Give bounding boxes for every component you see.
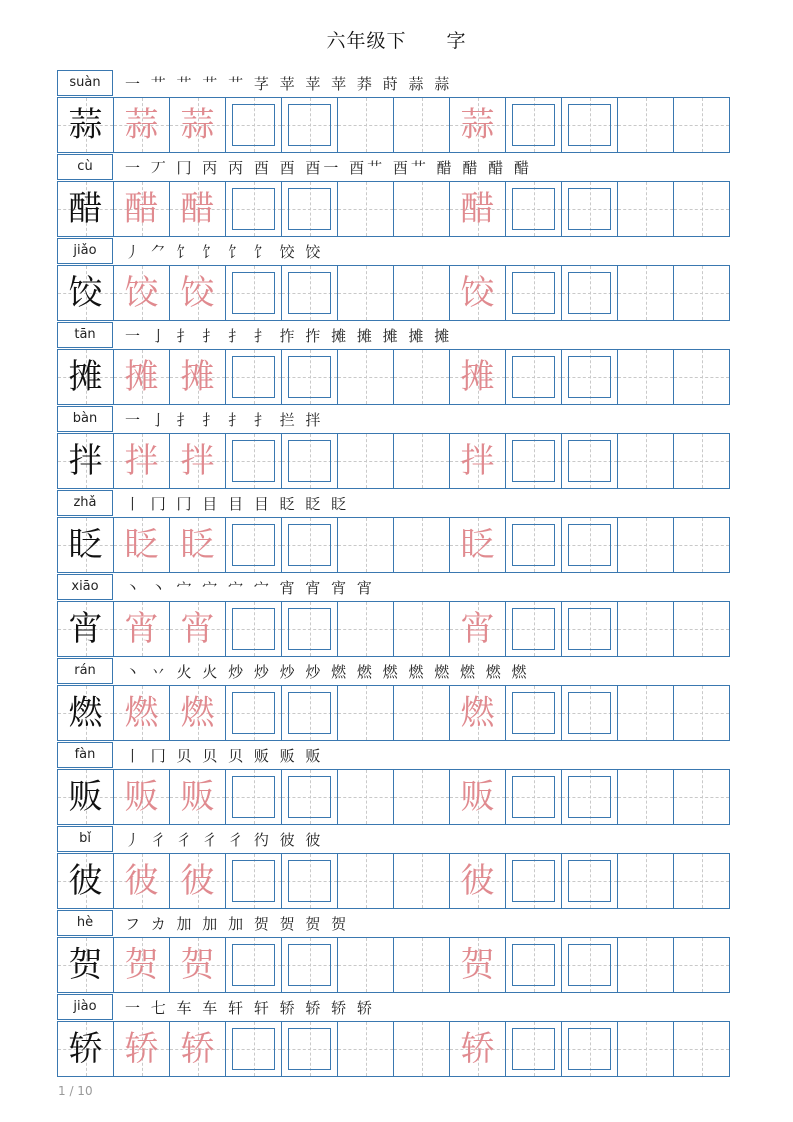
practice-row (57, 406, 730, 490)
stroke-order: 丨 冂 贝 贝 贝 贩 贩 贩 (125, 747, 324, 765)
trace-cell (449, 98, 505, 152)
trace-character: 拌 (124, 441, 159, 481)
writing-cells (57, 433, 730, 489)
trace-character: 贺 (124, 945, 159, 985)
trace-character: 饺 (460, 273, 495, 313)
writing-cell[interactable] (505, 854, 561, 908)
model-character: 贺 (68, 945, 103, 985)
model-character: 摊 (68, 357, 103, 397)
trace-character: 燃 (124, 693, 159, 733)
trace-cell (169, 770, 225, 824)
writing-cell[interactable] (281, 518, 337, 572)
writing-cell[interactable] (393, 266, 449, 320)
trace-cell (113, 602, 169, 656)
trace-character: 饺 (124, 273, 159, 313)
pinyin-label: cù (57, 154, 113, 180)
practice-row (57, 574, 730, 658)
writing-cell[interactable] (617, 938, 673, 992)
writing-cell[interactable] (617, 98, 673, 152)
writing-cells (57, 769, 730, 825)
writing-cell[interactable] (617, 518, 673, 572)
trace-cell (449, 266, 505, 320)
model-cell (57, 938, 113, 992)
writing-cell[interactable] (225, 770, 281, 824)
writing-cell[interactable] (617, 434, 673, 488)
trace-cell (169, 350, 225, 404)
model-cell (57, 98, 113, 152)
writing-cells (57, 517, 730, 573)
trace-character: 彼 (124, 861, 159, 901)
writing-cell[interactable] (617, 182, 673, 236)
model-character: 醋 (68, 189, 103, 229)
trace-cell (169, 686, 225, 740)
trace-cell (169, 518, 225, 572)
practice-row (57, 994, 730, 1078)
stroke-order: 丶 丷 火 火 炒 炒 炒 炒 燃 燃 燃 燃 燃 燃 燃 燃 (125, 663, 530, 681)
pinyin-label: zhǎ (57, 490, 113, 516)
trace-character: 拌 (180, 441, 215, 481)
writing-cells (57, 601, 730, 657)
writing-cell[interactable] (561, 1022, 617, 1076)
writing-cell[interactable] (673, 938, 730, 992)
trace-character: 轿 (460, 1029, 495, 1069)
writing-cell[interactable] (673, 770, 730, 824)
writing-cell[interactable] (337, 98, 393, 152)
trace-cell (113, 938, 169, 992)
writing-cell[interactable] (561, 602, 617, 656)
writing-cell[interactable] (225, 266, 281, 320)
practice-row (57, 742, 730, 826)
trace-cell (449, 686, 505, 740)
model-cell (57, 518, 113, 572)
trace-cell (113, 98, 169, 152)
practice-row (57, 910, 730, 994)
writing-cell[interactable] (337, 518, 393, 572)
writing-cell[interactable] (673, 182, 730, 236)
model-character: 燃 (68, 693, 103, 733)
practice-row (57, 322, 730, 406)
trace-character: 燃 (460, 693, 495, 733)
writing-cell[interactable] (617, 770, 673, 824)
writing-cell[interactable] (617, 1022, 673, 1076)
writing-cell[interactable] (561, 518, 617, 572)
pinyin-label: fàn (57, 742, 113, 768)
writing-cell[interactable] (561, 770, 617, 824)
practice-row (57, 238, 730, 322)
writing-cell[interactable] (673, 434, 730, 488)
trace-cell (113, 770, 169, 824)
model-cell (57, 182, 113, 236)
writing-cell[interactable] (281, 770, 337, 824)
model-cell (57, 434, 113, 488)
practice-row (57, 70, 730, 154)
writing-cells (57, 853, 730, 909)
writing-cell[interactable] (505, 350, 561, 404)
model-character: 拌 (68, 441, 103, 481)
pinyin-label: rán (57, 658, 113, 684)
trace-character: 燃 (180, 693, 215, 733)
writing-cell[interactable] (393, 434, 449, 488)
trace-cell (113, 182, 169, 236)
writing-cell[interactable] (393, 854, 449, 908)
model-cell (57, 266, 113, 320)
trace-character: 宵 (124, 609, 159, 649)
writing-cell[interactable] (281, 938, 337, 992)
pinyin-label: bǐ (57, 826, 113, 852)
writing-cell[interactable] (393, 770, 449, 824)
model-character: 饺 (68, 273, 103, 313)
stroke-order: 丨 冂 冂 目 目 目 眨 眨 眨 (125, 495, 350, 513)
trace-character: 摊 (124, 357, 159, 397)
writing-cell[interactable] (393, 686, 449, 740)
trace-character: 宵 (460, 609, 495, 649)
writing-cell[interactable] (617, 266, 673, 320)
trace-character: 蒜 (460, 105, 495, 145)
writing-cell[interactable] (337, 854, 393, 908)
writing-cell[interactable] (617, 854, 673, 908)
writing-cell[interactable] (281, 350, 337, 404)
writing-cell[interactable] (673, 1022, 730, 1076)
writing-cell[interactable] (617, 350, 673, 404)
writing-cell[interactable] (673, 602, 730, 656)
writing-cell[interactable] (281, 182, 337, 236)
trace-cell (169, 434, 225, 488)
trace-cell (113, 854, 169, 908)
writing-cell[interactable] (561, 686, 617, 740)
writing-cell[interactable] (561, 938, 617, 992)
page-number: 1 / 10 (58, 1084, 93, 1098)
writing-cell[interactable] (505, 1022, 561, 1076)
writing-cell[interactable] (281, 602, 337, 656)
trace-cell (113, 350, 169, 404)
writing-cell[interactable] (673, 854, 730, 908)
stroke-order: 一 亅 扌 扌 扌 扌 拦 拌 (125, 411, 324, 429)
writing-cell[interactable] (505, 434, 561, 488)
writing-cell[interactable] (281, 686, 337, 740)
trace-character: 拌 (460, 441, 495, 481)
pinyin-label: bàn (57, 406, 113, 432)
trace-character: 贩 (180, 777, 215, 817)
trace-character: 贩 (460, 777, 495, 817)
writing-cell[interactable] (393, 518, 449, 572)
trace-character: 醋 (460, 189, 495, 229)
trace-character: 轿 (124, 1029, 159, 1069)
writing-cell[interactable] (281, 434, 337, 488)
writing-cell[interactable] (617, 686, 673, 740)
writing-cell[interactable] (337, 602, 393, 656)
writing-cell[interactable] (281, 266, 337, 320)
writing-cell[interactable] (393, 182, 449, 236)
practice-row (57, 658, 730, 742)
writing-cell[interactable] (225, 602, 281, 656)
stroke-order: 丿 ⺈ 饣 饣 饣 饣 饺 饺 (125, 243, 324, 261)
stroke-order: 丿 彳 彳 彳 彳 彴 彼 彼 (125, 831, 324, 849)
writing-cell[interactable] (561, 854, 617, 908)
writing-cell[interactable] (337, 350, 393, 404)
writing-cells (57, 181, 730, 237)
trace-character: 贺 (180, 945, 215, 985)
writing-cell[interactable] (561, 182, 617, 236)
writing-cell[interactable] (281, 98, 337, 152)
trace-cell (449, 1022, 505, 1076)
trace-character: 宵 (180, 609, 215, 649)
trace-character: 彼 (180, 861, 215, 901)
trace-cell (113, 434, 169, 488)
trace-character: 摊 (180, 357, 215, 397)
stroke-order: 一 七 车 车 轩 轩 轿 轿 轿 轿 (125, 999, 375, 1017)
model-cell (57, 686, 113, 740)
trace-character: 贺 (460, 945, 495, 985)
writing-cell[interactable] (561, 266, 617, 320)
writing-cells (57, 349, 730, 405)
writing-cell[interactable] (225, 1022, 281, 1076)
practice-row (57, 826, 730, 910)
writing-cell[interactable] (337, 686, 393, 740)
writing-cell[interactable] (225, 182, 281, 236)
stroke-order: 一 丆 冂 丙 丙 酉 酉 酉一 酉艹 酉艹 醋 醋 醋 醋 (125, 159, 532, 177)
trace-cell (113, 686, 169, 740)
model-cell (57, 602, 113, 656)
writing-cell[interactable] (673, 98, 730, 152)
model-cell (57, 770, 113, 824)
writing-cell[interactable] (225, 686, 281, 740)
trace-character: 轿 (180, 1029, 215, 1069)
pinyin-label: xiāo (57, 574, 113, 600)
trace-character: 彼 (460, 861, 495, 901)
trace-cell (449, 182, 505, 236)
trace-character: 眨 (460, 525, 495, 565)
trace-cell (169, 938, 225, 992)
writing-cell[interactable] (673, 266, 730, 320)
writing-cell[interactable] (505, 602, 561, 656)
writing-cell[interactable] (673, 686, 730, 740)
model-character: 蒜 (68, 105, 103, 145)
writing-cell[interactable] (281, 1022, 337, 1076)
trace-cell (449, 602, 505, 656)
writing-cell[interactable] (505, 770, 561, 824)
writing-cell[interactable] (225, 98, 281, 152)
model-cell (57, 350, 113, 404)
trace-character: 蒜 (124, 105, 159, 145)
writing-cell[interactable] (281, 854, 337, 908)
writing-cell[interactable] (225, 518, 281, 572)
writing-cell[interactable] (393, 350, 449, 404)
writing-cell[interactable] (393, 938, 449, 992)
writing-cell[interactable] (505, 938, 561, 992)
trace-character: 眨 (124, 525, 159, 565)
writing-cell[interactable] (617, 602, 673, 656)
writing-cells (57, 1021, 730, 1077)
writing-cell[interactable] (561, 98, 617, 152)
trace-cell (449, 350, 505, 404)
trace-character: 醋 (180, 189, 215, 229)
trace-character: 饺 (180, 273, 215, 313)
writing-cell[interactable] (337, 1022, 393, 1076)
model-character: 轿 (68, 1029, 103, 1069)
writing-cell[interactable] (673, 518, 730, 572)
model-character: 贩 (68, 777, 103, 817)
trace-character: 蒜 (180, 105, 215, 145)
model-character: 宵 (68, 609, 103, 649)
writing-cells (57, 685, 730, 741)
stroke-order: 一 亅 扌 扌 扌 扌 拃 拃 摊 摊 摊 摊 摊 (125, 327, 453, 345)
trace-cell (449, 518, 505, 572)
trace-cell (113, 1022, 169, 1076)
pinyin-label: tān (57, 322, 113, 348)
stroke-order: フ カ 加 加 加 贺 贺 贺 贺 (125, 915, 350, 933)
writing-cell[interactable] (225, 434, 281, 488)
stroke-order: 丶 丶 宀 宀 宀 宀 宵 宵 宵 宵 (125, 579, 375, 597)
pinyin-label: jiǎo (57, 238, 113, 264)
writing-cell[interactable] (337, 938, 393, 992)
page-title: 六年级下 字 (326, 30, 467, 52)
trace-cell (169, 182, 225, 236)
writing-cell[interactable] (225, 350, 281, 404)
writing-cell[interactable] (505, 182, 561, 236)
trace-character: 贩 (124, 777, 159, 817)
writing-cells (57, 265, 730, 321)
writing-cell[interactable] (337, 182, 393, 236)
trace-cell (169, 854, 225, 908)
trace-cell (449, 434, 505, 488)
practice-sheet (57, 70, 730, 1078)
model-cell (57, 854, 113, 908)
model-character: 彼 (68, 861, 103, 901)
writing-cells (57, 937, 730, 993)
writing-cell[interactable] (393, 1022, 449, 1076)
trace-cell (449, 770, 505, 824)
trace-cell (113, 266, 169, 320)
pinyin-label: hè (57, 910, 113, 936)
writing-cell[interactable] (225, 854, 281, 908)
trace-cell (169, 1022, 225, 1076)
practice-row (57, 490, 730, 574)
writing-cell[interactable] (561, 350, 617, 404)
writing-cell[interactable] (505, 686, 561, 740)
writing-cell[interactable] (561, 434, 617, 488)
pinyin-label: jiào (57, 994, 113, 1020)
writing-cell[interactable] (393, 98, 449, 152)
writing-cell[interactable] (337, 770, 393, 824)
trace-cell (169, 98, 225, 152)
stroke-order: 一 艹 艹 艹 艹 芓 苹 苹 苹 莽 莳 蒜 蒜 (125, 75, 453, 93)
writing-cell[interactable] (673, 350, 730, 404)
trace-cell (449, 938, 505, 992)
writing-cell[interactable] (505, 266, 561, 320)
trace-cell (113, 518, 169, 572)
trace-character: 醋 (124, 189, 159, 229)
model-cell (57, 1022, 113, 1076)
writing-cell[interactable] (505, 98, 561, 152)
writing-cell[interactable] (337, 434, 393, 488)
trace-cell (449, 854, 505, 908)
trace-cell (169, 266, 225, 320)
writing-cells (57, 97, 730, 153)
trace-cell (169, 602, 225, 656)
trace-character: 摊 (460, 357, 495, 397)
writing-cell[interactable] (225, 938, 281, 992)
writing-cell[interactable] (393, 602, 449, 656)
writing-cell[interactable] (337, 266, 393, 320)
pinyin-label: suàn (57, 70, 113, 96)
practice-row (57, 154, 730, 238)
trace-character: 眨 (180, 525, 215, 565)
model-character: 眨 (68, 525, 103, 565)
writing-cell[interactable] (505, 518, 561, 572)
